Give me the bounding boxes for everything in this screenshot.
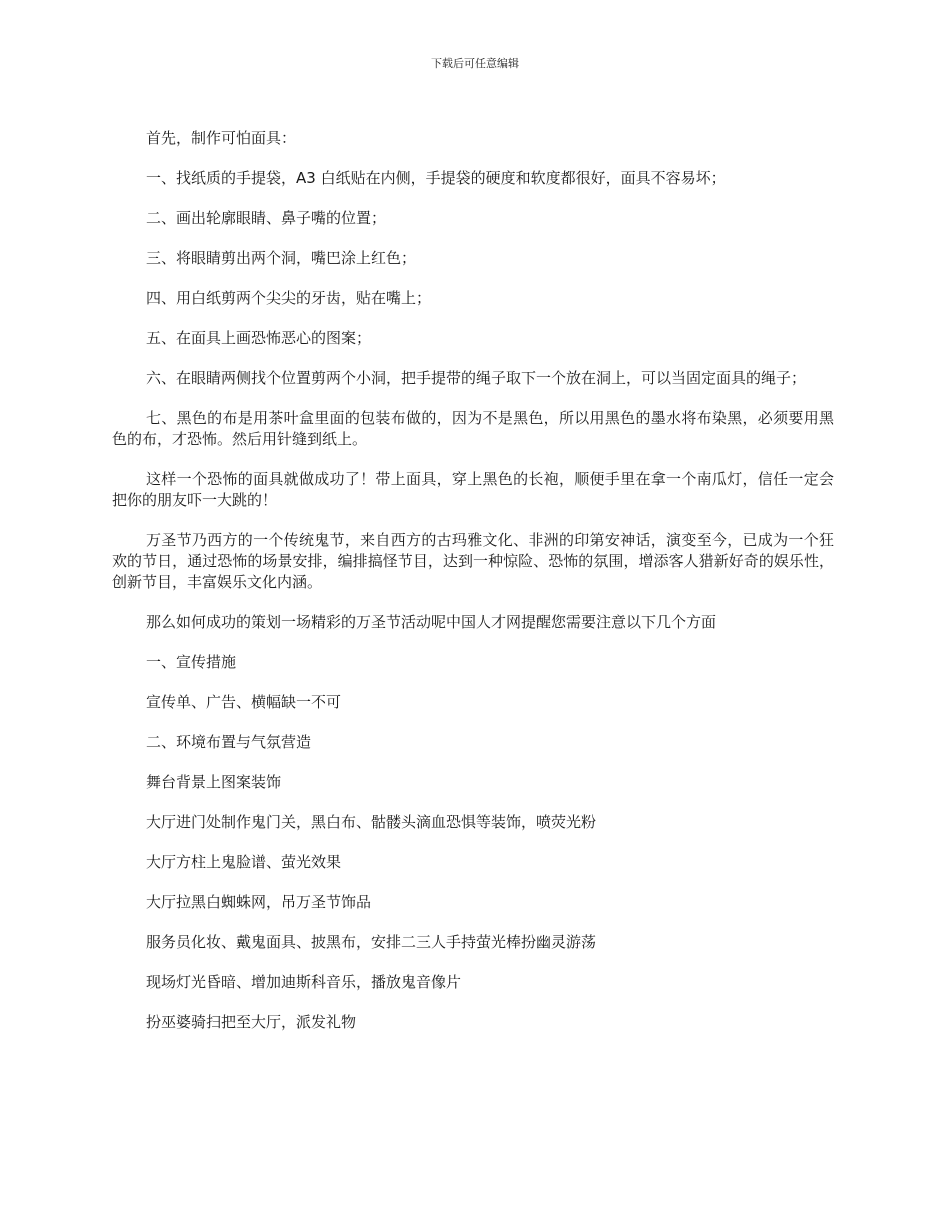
- paragraph-planning-intro: 那么如何成功的策划一场精彩的万圣节活动呢中国人才网提醒您需要注意以下几个方面: [146, 613, 717, 631]
- list-item: 宣传单、广告、横幅缺一不可: [146, 693, 342, 711]
- section-heading-promotion: 一、宣传措施: [146, 653, 237, 671]
- paragraph-step-6: 六、在眼睛两侧找个位置剪两个小洞，把手提带的绳子取下一个放在洞上，可以当固定面具的绳子；: [146, 369, 807, 387]
- paragraph-step-1: 一、找纸质的手提袋，A3 白纸贴在内侧，手提袋的硬度和软度都很好，面具不容易坏；: [146, 169, 726, 187]
- list-item: 大厅方柱上鬼脸谱、萤光效果: [146, 853, 342, 871]
- paragraph-halloween-intro: 万圣节乃西方的一个传统鬼节，来自西方的古玛雅文化、非洲的印第安神话，演变至今，已成为一个狂欢的节日，通过恐怖的场景安排，编排搞怪节目，达到一种惊险、恐怖的氛围，增添客人猎新好奇的娱乐性，创新节目，丰富娱乐文化内涵。: [112, 531, 834, 591]
- paragraph-step-2: 二、画出轮廓眼睛、鼻子嘴的位置；: [146, 209, 387, 227]
- list-item: 舞台背景上图案装饰: [146, 773, 282, 791]
- list-item: 扮巫婆骑扫把至大厅，派发礼物: [146, 1013, 357, 1031]
- list-item: 大厅进门处制作鬼门关，黑白布、骷髅头滴血恐惧等装饰，喷荧光粉: [146, 813, 597, 831]
- list-item: 服务员化妆、戴鬼面具、披黑布，安排二三人手持萤光棒扮幽灵游荡: [146, 933, 597, 951]
- list-item: 现场灯光昏暗、增加迪斯科音乐，播放鬼音像片: [146, 973, 462, 991]
- paragraph-step-5: 五、在面具上画恐怖恶心的图案；: [146, 329, 372, 347]
- section-heading-environment: 二、环境布置与气氛营造: [146, 733, 312, 751]
- document-body: [112, 128, 834, 1052]
- paragraph-conclusion: 这样一个恐怖的面具就做成功了！带上面具，穿上黑色的长袍，顺便手里在拿一个南瓜灯，信任一定会把你的朋友吓一大跳的！: [112, 470, 834, 509]
- list-item: 大厅拉黑白蜘蛛网，吊万圣节饰品: [146, 893, 372, 911]
- paragraph-step-7: 七、黑色的布是用茶叶盒里面的包装布做的，因为不是黑色，所以用黑色的墨水将布染黑，必须要用黑色的布，才恐怖。然后用针缝到纸上。: [112, 409, 834, 448]
- page-header-note: 下载后可任意编辑: [431, 57, 519, 70]
- paragraph-step-4: 四、用白纸剪两个尖尖的牙齿，贴在嘴上；: [146, 289, 432, 307]
- paragraph-step-3: 三、将眼睛剪出两个洞，嘴巴涂上红色；: [146, 249, 417, 267]
- paragraph-intro: 首先，制作可怕面具：: [146, 129, 297, 147]
